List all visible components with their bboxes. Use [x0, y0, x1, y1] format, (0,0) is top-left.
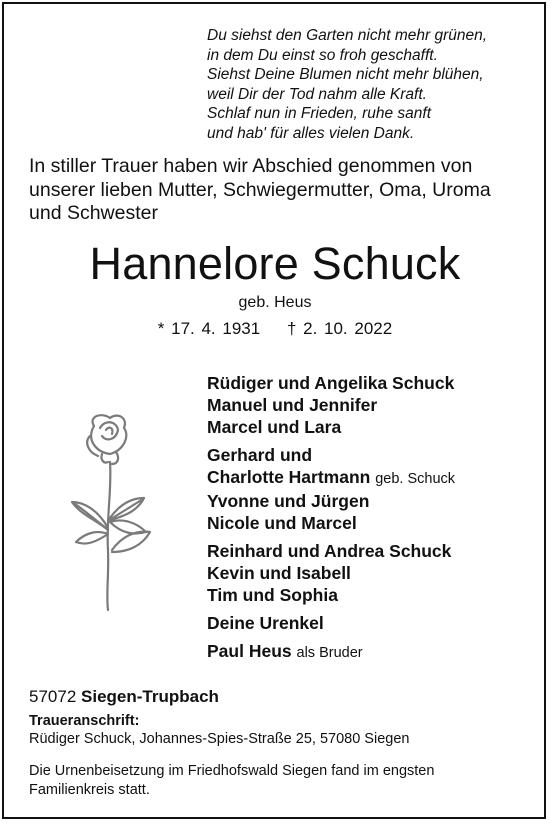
mourner-note: geb. Schuck: [375, 471, 456, 487]
poem-line: in dem Du einst so froh geschafft.: [207, 46, 438, 64]
mourner: Gerhard und: [207, 445, 313, 465]
mourner: Marcel und Lara: [207, 417, 342, 437]
deceased-name: Hannelore Schuck: [89, 238, 461, 289]
mourner: Deine Urenkel: [207, 613, 324, 633]
poem-line: weil Dir der Tod nahm alle Kraft.: [207, 85, 427, 103]
intro-text: [29, 155, 491, 226]
mourner: [207, 466, 455, 490]
mourner: [207, 640, 455, 664]
mourner: Manuel und Jennifer: [207, 395, 378, 415]
mourners-list: [207, 372, 455, 664]
city: Siegen-Trupbach: [81, 687, 219, 706]
intro-line: unserer lieben Mutter, Schwiegermutter, Oma, Uroma: [29, 178, 491, 201]
burial-info: Die Urnenbeisetzung im Friedhofswald Siegen fand im engsten Familienkreis statt.: [29, 763, 435, 798]
poem-line: Schlaf nun in Frieden, ruhe sanft: [207, 105, 432, 123]
poem-line: Du siehst den Garten nicht mehr grünen,: [207, 27, 488, 44]
address-line: Rüdiger Schuck, Johannes-Spies-Straße 25, 57080 Siegen: [29, 731, 410, 747]
poem-line: Siehst Deine Blumen nicht mehr blühen,: [207, 66, 484, 84]
mourner-note: als Bruder: [296, 645, 363, 661]
poem-line: und hab' für alles vielen Dank.: [207, 124, 415, 142]
mourner-name: Paul Heus: [207, 641, 292, 661]
birth-date: * 17. 4. 1931: [157, 319, 261, 338]
death-date: † 2. 10. 2022: [286, 319, 393, 338]
mourner: Reinhard und Andrea Schuck: [207, 541, 452, 561]
birth-name: geb. Heus: [238, 294, 312, 311]
intro-line: und Schwester: [29, 202, 158, 224]
mourner: Yvonne und Jürgen: [207, 491, 370, 511]
mourner: Kevin und Isabell: [207, 563, 351, 583]
zip-code: 57072: [29, 687, 77, 706]
mourner: Rüdiger und Angelika Schuck: [207, 373, 455, 393]
mourner-name: Charlotte Hartmann: [207, 467, 371, 487]
poem: [207, 26, 487, 144]
rose-icon: [66, 410, 156, 615]
intro-line: In stiller Trauer haben wir Abschied genommen von: [29, 155, 473, 177]
address-heading: Traueranschrift:: [29, 713, 140, 729]
life-dates: [0, 319, 550, 339]
place-line: [29, 687, 219, 707]
mourner: Nicole und Marcel: [207, 513, 357, 533]
mourner: Tim und Sophia: [207, 585, 338, 605]
